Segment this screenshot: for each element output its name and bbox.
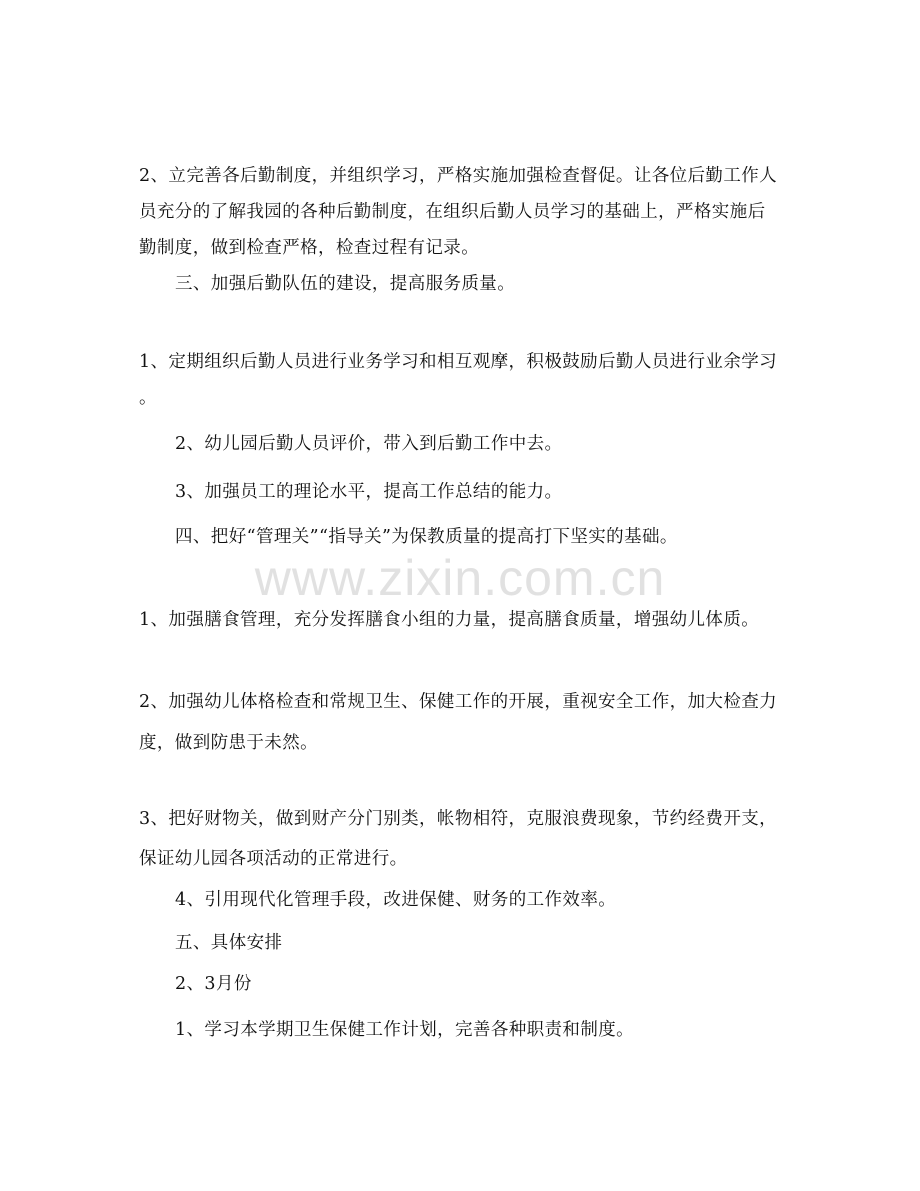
- watermark: www.zixin.com.cn: [254, 550, 666, 606]
- paragraph-line: 度，做到防患于未然。: [139, 733, 318, 753]
- section-heading: 三、加强后勤队伍的建设，提高服务质量。: [175, 274, 516, 294]
- paragraph-line: 2、幼儿园后勤人员评价，带入到后勤工作中去。: [175, 434, 563, 454]
- paragraph-line: 保证幼儿园各项活动的正常进行。: [139, 849, 408, 869]
- paragraph-line: 1、定期组织后勤人员进行业务学习和相互观摩，积极鼓励后勤人员进行业余学习: [139, 352, 778, 372]
- paragraph-line: 。: [139, 388, 157, 408]
- paragraph-line: 1、学习本学期卫生保健工作计划，完善各种职责和制度。: [175, 1020, 635, 1040]
- paragraph-line: 2、3月份: [175, 974, 252, 994]
- paragraph-line: 2、立完善各后勤制度，并组织学习，严格实施加强检查督促。让各位后勤工作人: [139, 166, 778, 186]
- paragraph-line: 员充分的了解我园的各种后勤制度，在组织后勤人员学习的基础上，严格实施后: [139, 202, 766, 222]
- paragraph-line: 勤制度，做到检查严格，检查过程有记录。: [139, 238, 480, 258]
- paragraph-line: 3、把好财物关，做到财产分门别类，帐物相符，克服浪费现象，节约经费开支，: [139, 809, 778, 829]
- paragraph-line: 1、加强膳食管理，充分发挥膳食小组的力量，提高膳食质量，增强幼儿体质。: [139, 610, 760, 630]
- section-heading: 四、把好“管理关”“指导关”为保教质量的提高打下坚实的基础。: [175, 527, 678, 547]
- paragraph-line: 4、引用现代化管理手段，改进保健、财务的工作效率。: [175, 890, 617, 910]
- section-heading: 五、具体安排: [175, 933, 283, 953]
- paragraph-line: 2、加强幼儿体格检查和常规卫生、保健工作的开展，重视安全工作，加大检查力: [139, 692, 778, 712]
- paragraph-line: 3、加强员工的理论水平，提高工作总结的能力。: [175, 482, 563, 502]
